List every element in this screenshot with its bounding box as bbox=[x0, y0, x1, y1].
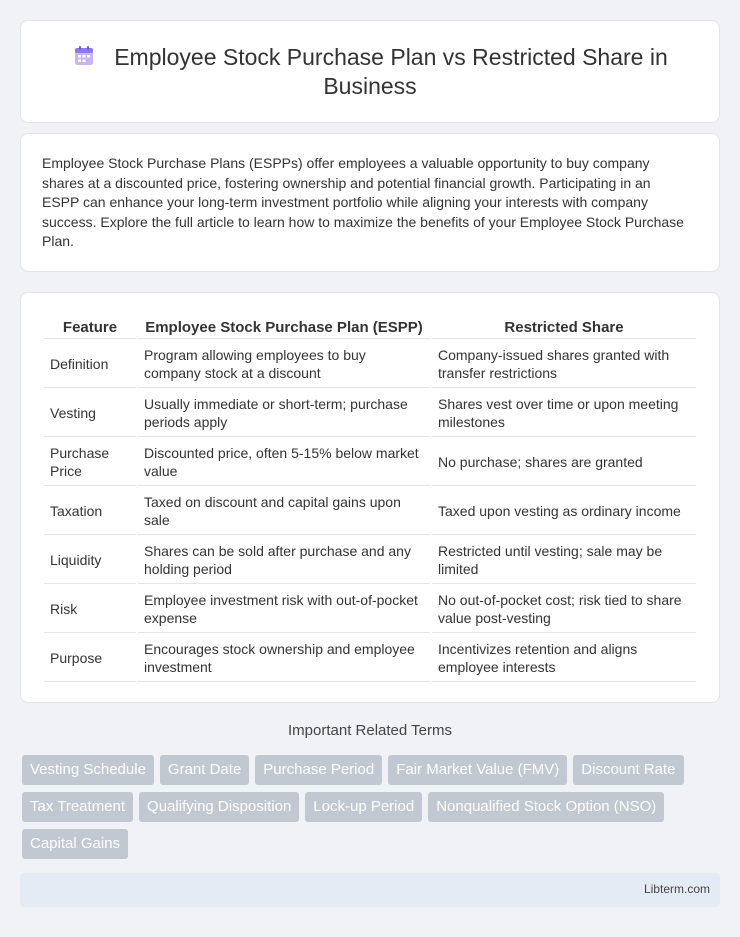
espp-cell: Discounted price, often 5-15% below market value bbox=[138, 439, 430, 486]
term-tag[interactable]: Grant Date bbox=[160, 755, 249, 785]
restricted-cell: No out-of-pocket cost; risk tied to share value post-vesting bbox=[432, 586, 696, 633]
espp-cell: Employee investment risk with out-of-pocket expense bbox=[138, 586, 430, 633]
restricted-cell: Taxed upon vesting as ordinary income bbox=[432, 488, 696, 535]
footer bbox=[20, 873, 720, 907]
term-tag[interactable]: Tax Treatment bbox=[22, 792, 133, 822]
term-tag[interactable]: Nonqualified Stock Option (NSO) bbox=[428, 792, 664, 822]
intro-paragraph: Employee Stock Purchase Plans (ESPPs) offer employees a valuable opportunity to buy company shares at a discounted price, fostering ownership and potential financial growth. Participating in an ESPP can enhance your long-term investment portfolio while aligning your interests with company success. Explore the full article to learn how to maximize the benefits of your Employee Stock Purchase Plan. bbox=[42, 155, 684, 249]
calendar-icon bbox=[72, 44, 96, 68]
espp-cell: Encourages stock ownership and employee investment bbox=[138, 635, 430, 682]
espp-cell: Shares can be sold after purchase and any holding period bbox=[138, 537, 430, 584]
restricted-cell: No purchase; shares are granted bbox=[432, 439, 696, 486]
term-tag[interactable]: Purchase Period bbox=[255, 755, 382, 785]
page-title bbox=[61, 43, 679, 101]
restricted-cell: Shares vest over time or upon meeting milestones bbox=[432, 390, 696, 437]
feature-cell: Vesting bbox=[44, 390, 136, 437]
feature-cell: Definition bbox=[44, 341, 136, 388]
header-feature: Feature bbox=[44, 315, 136, 339]
table-row bbox=[44, 488, 696, 535]
term-tag[interactable]: Qualifying Disposition bbox=[139, 792, 299, 822]
feature-cell: Liquidity bbox=[44, 537, 136, 584]
espp-cell: Usually immediate or short-term; purchase periods apply bbox=[138, 390, 430, 437]
term-tag[interactable]: Vesting Schedule bbox=[22, 755, 154, 785]
header-restricted-share: Restricted Share bbox=[432, 315, 696, 339]
espp-cell: Program allowing employees to buy company stock at a discount bbox=[138, 341, 430, 388]
comparison-table bbox=[42, 313, 698, 684]
table-row bbox=[44, 341, 696, 388]
table-row bbox=[44, 635, 696, 682]
table-row bbox=[44, 537, 696, 584]
table-row bbox=[44, 390, 696, 437]
term-tag[interactable]: Lock-up Period bbox=[305, 792, 422, 822]
feature-cell: Purchase Price bbox=[44, 439, 136, 486]
intro-card bbox=[20, 133, 720, 272]
feature-cell: Risk bbox=[44, 586, 136, 633]
restricted-cell: Company-issued shares granted with transfer restrictions bbox=[432, 341, 696, 388]
feature-cell: Purpose bbox=[44, 635, 136, 682]
espp-cell: Taxed on discount and capital gains upon sale bbox=[138, 488, 430, 535]
footer-site-link[interactable]: Libterm.com bbox=[643, 882, 710, 896]
table-row bbox=[44, 586, 696, 633]
table-header-row bbox=[44, 315, 696, 339]
term-tag[interactable]: Fair Market Value (FMV) bbox=[388, 755, 567, 785]
related-terms-list bbox=[22, 755, 722, 859]
title-card bbox=[20, 20, 720, 123]
table-row bbox=[44, 439, 696, 486]
page-title-text: Employee Stock Purchase Plan vs Restricted Share in Business bbox=[114, 44, 668, 99]
term-tag[interactable]: Capital Gains bbox=[22, 829, 128, 859]
restricted-cell: Restricted until vesting; sale may be limited bbox=[432, 537, 696, 584]
comparison-card bbox=[20, 292, 720, 703]
term-tag[interactable]: Discount Rate bbox=[573, 755, 683, 785]
feature-cell: Taxation bbox=[44, 488, 136, 535]
header-espp: Employee Stock Purchase Plan (ESPP) bbox=[138, 315, 430, 339]
restricted-cell: Incentivizes retention and aligns employee interests bbox=[432, 635, 696, 682]
related-terms-title: Important Related Terms bbox=[288, 722, 452, 739]
